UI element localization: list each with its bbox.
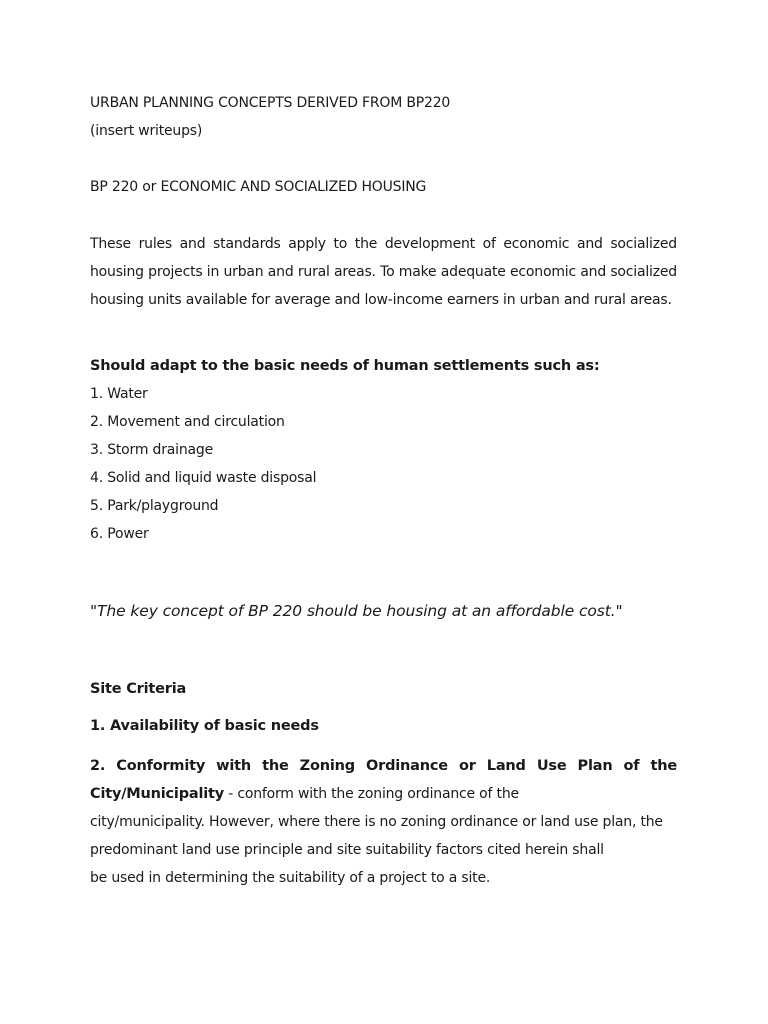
document-title: URBAN PLANNING CONCEPTS DERIVED FROM BP220 xyxy=(90,95,451,111)
intro-paragraph-2 xyxy=(90,262,677,282)
criteria-item-2-text: city/municipality. However, where there is no zoning ordinance or land use plan, the xyxy=(90,814,663,830)
list-item: 3. Storm drainage xyxy=(90,442,214,458)
document-subtitle: (insert writeups) xyxy=(90,123,203,139)
criteria-item-2-text: predominant land use principle and site suitability factors cited herein shall xyxy=(90,842,604,858)
city-municipality-label: City/Municipality xyxy=(90,786,224,802)
intro-line-2: housing projects in urban and rural areas. To make adequate economic and socialized xyxy=(90,264,677,280)
criteria-item-2-heading xyxy=(90,756,677,776)
criteria-item-2-continued xyxy=(90,784,519,804)
criteria-item-2-line: 2. Conformity with the Zoning Ordinance or Land Use Plan of the xyxy=(90,758,677,774)
key-concept-quote: "The key concept of BP 220 should be housing at an affordable cost." xyxy=(90,602,623,620)
criteria-item-2-rest: - conform with the zoning ordinance of the xyxy=(224,786,519,802)
intro-paragraph xyxy=(90,234,677,254)
intro-line-3: housing units available for average and low-income earners in urban and rural areas. xyxy=(90,292,672,308)
criteria-item-2-text: be used in determining the suitability of a project to a site. xyxy=(90,870,491,886)
criteria-item-1: 1. Availability of basic needs xyxy=(90,718,319,734)
list-item: 2. Movement and circulation xyxy=(90,414,285,430)
list-item: 6. Power xyxy=(90,526,149,542)
needs-heading: Should adapt to the basic needs of human settlements such as: xyxy=(90,358,600,374)
list-item: 1. Water xyxy=(90,386,148,402)
intro-line-1: These rules and standards apply to the development of economic and socialized xyxy=(90,236,677,252)
list-item: 5. Park/playground xyxy=(90,498,219,514)
section-heading: BP 220 or ECONOMIC AND SOCIALIZED HOUSING xyxy=(90,179,427,195)
site-criteria-heading: Site Criteria xyxy=(90,681,187,697)
list-item: 4. Solid and liquid waste disposal xyxy=(90,470,317,486)
